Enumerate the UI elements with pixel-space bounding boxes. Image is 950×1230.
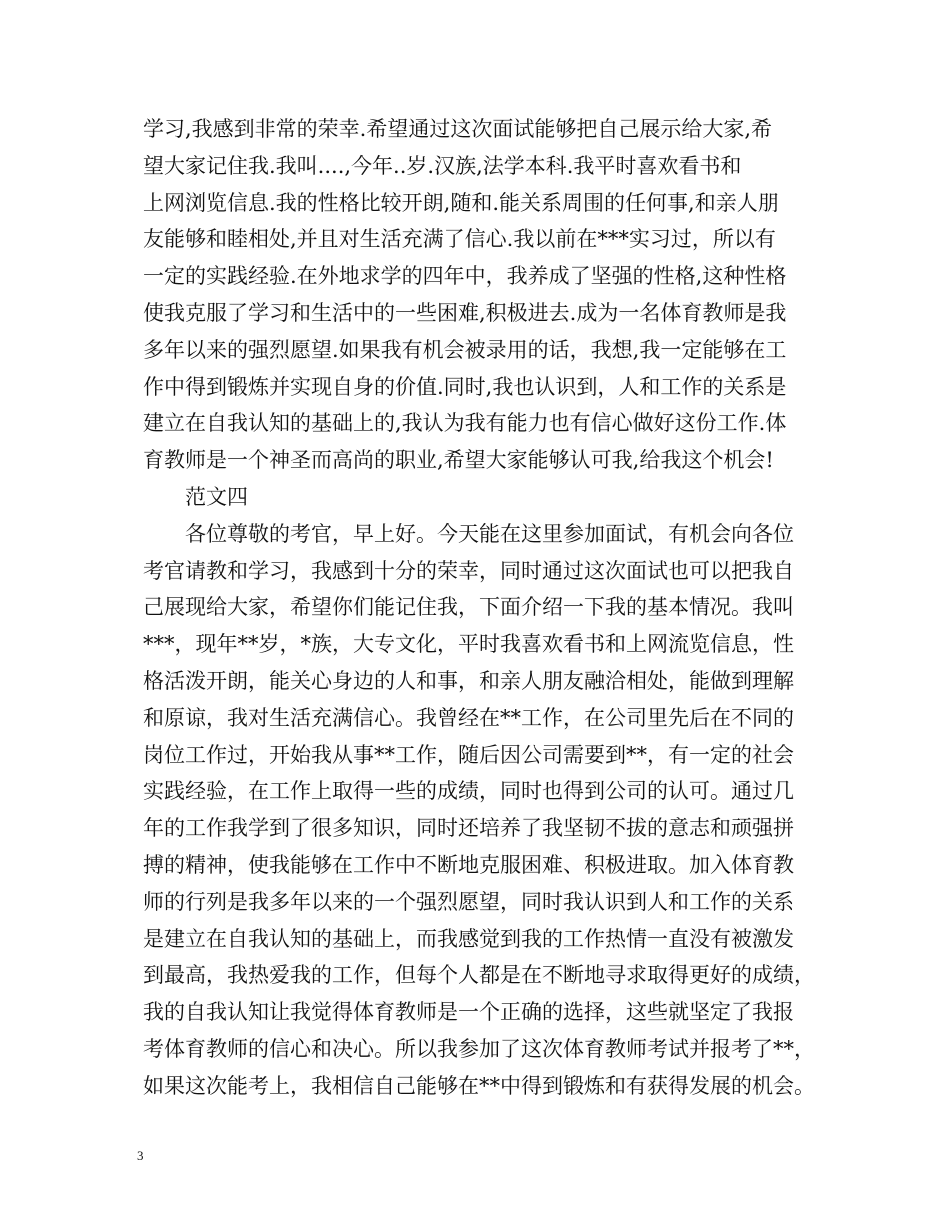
paragraph-line: 各位尊敬的考官，早上好。今天能在这里参加面试，有机会向各位 — [143, 521, 794, 546]
paragraph-line: 育教师是一个神圣而高尚的职业,希望大家能够认可我,给我这个机会! — [143, 448, 774, 473]
paragraph-line: 一定的实践经验.在外地求学的四年中，我养成了坚强的性格,这种性格 — [143, 264, 787, 289]
paragraph-line: 己展现给大家，希望你们能记住我，下面介绍一下我的基本情况。我叫 — [143, 595, 794, 620]
paragraph-line: 格活泼开朗，能关心身边的人和事，和亲人朋友融洽相处，能做到理解 — [143, 668, 794, 693]
paragraph-line: ***，现年**岁，*族，大专文化，平时我喜欢看书和上网流览信息，性 — [143, 632, 794, 657]
paragraph-line: 岗位工作过，开始我从事**工作，随后因公司需要到**，有一定的社会 — [143, 742, 794, 767]
page-number: 3 — [137, 1148, 144, 1163]
paragraph-line: 考体育教师的信心和决心。所以我参加了这次体育教师考试并报考了**， — [143, 1036, 815, 1061]
paragraph-line: 望大家记住我.我叫....,今年..岁.汉族,法学本科.我平时喜欢看书和 — [143, 153, 742, 178]
paragraph-line: 考官请教和学习，我感到十分的荣幸，同时通过这次面试也可以把我自 — [143, 558, 794, 583]
section-heading: 范文四 — [185, 484, 248, 509]
document-body — [143, 111, 823, 1105]
paragraph-line: 到最高，我热爱我的工作，但每个人都是在不断地寻求取得更好的成绩， — [143, 963, 815, 988]
paragraph-line: 我的自我认知让我觉得体育教师是一个正确的选择，这些就坚定了我报 — [143, 1000, 794, 1025]
paragraph-line: 使我克服了学习和生活中的一些困难,积极进去.成为一名体育教师是我 — [143, 300, 787, 325]
paragraph-line: 学习,我感到非常的荣幸.希望通过这次面试能够把自己展示给大家,希 — [143, 117, 773, 141]
paragraph-line: 和原谅，我对生活充满信心。我曾经在**工作，在公司里先后在不同的 — [143, 705, 794, 730]
paragraph-line: 作中得到锻炼并实现自身的价值.同时,我也认识到，人和工作的关系是 — [143, 374, 787, 399]
paragraph-line: 友能够和睦相处,并且对生活充满了信心.我以前在***实习过，所以有 — [143, 227, 776, 252]
paragraph-line: 师的行列是我多年以来的一个强烈愿望，同时我认识到人和工作的关系 — [143, 889, 794, 914]
paragraph-line: 搏的精神，使我能够在工作中不断地克服困难、积极进取。加入体育教 — [143, 852, 794, 877]
paragraph-line: 多年以来的强烈愿望.如果我有机会被录用的话，我想,我一定能够在工 — [143, 337, 787, 362]
paragraph-line: 是建立在自我认知的基础上，而我感觉到我的工作热情一直没有被激发 — [143, 926, 794, 951]
paragraph-line: 建立在自我认知的基础上的,我认为我有能力也有信心做好这份工作.体 — [143, 411, 787, 436]
paragraph-line: 实践经验，在工作上取得一些的成绩，同时也得到公司的认可。通过几 — [143, 779, 794, 804]
paragraph-line: 上网浏览信息.我的性格比较开朗,随和.能关系周围的任何事,和亲人朋 — [143, 190, 779, 215]
paragraph-line: 年的工作我学到了很多知识，同时还培养了我坚韧不拔的意志和顽强拼 — [143, 816, 794, 841]
paragraph-line: 如果这次能考上，我相信自己能够在**中得到锻炼和有获得发展的机会。 — [143, 1073, 815, 1098]
